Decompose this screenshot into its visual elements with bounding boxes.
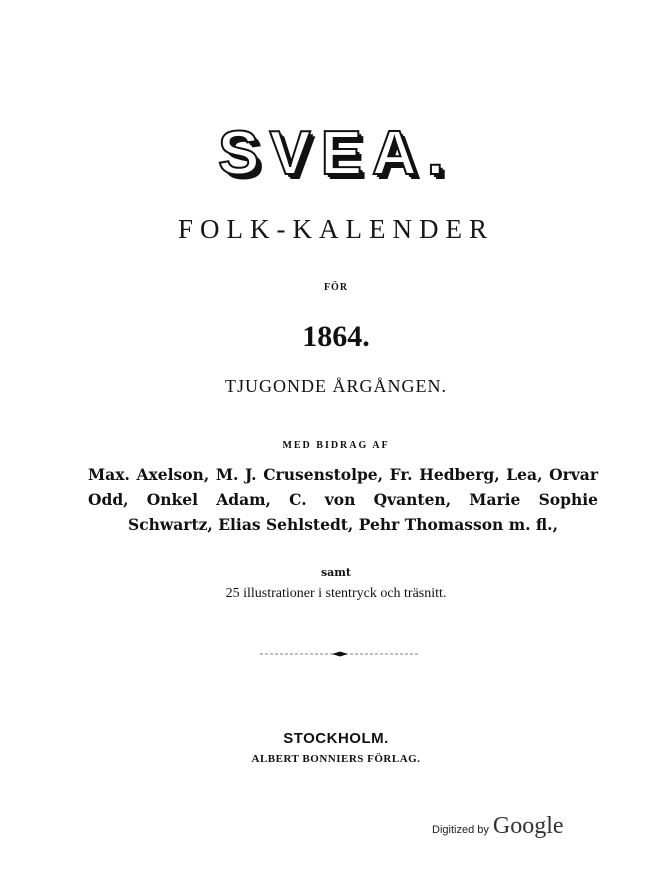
and-label: samt <box>320 566 352 579</box>
subtitle: FOLK-KALENDER <box>178 214 494 244</box>
digitized-watermark <box>432 813 564 840</box>
google-logo: Google <box>492 813 564 839</box>
digitized-prefix: Digitized by <box>432 824 489 836</box>
illustrations-note: 25 illustrationer i stentryck och träsnitt. <box>225 586 447 601</box>
publication-city: STOCKHOLM. <box>283 730 389 747</box>
ornamental-rule <box>260 651 420 657</box>
main-title: SVEA. <box>217 119 455 188</box>
publisher: ALBERT BONNIERS FÖRLAG. <box>251 753 421 765</box>
contributions-heading: MED BIDRAG AF <box>282 440 390 451</box>
year: 1864. <box>302 320 370 353</box>
contributors-list: Max. Axelson, M. J. Crusenstolpe, Fr. Hedberg, Lea, Orvar Odd, Onkel Adam, C. von Qvanten, Marie Sophie Schwartz, Elias Sehlstedt, Pehr Thomasson m. fl., <box>88 465 598 534</box>
edition: TJUGONDE ÅRGÅNGEN. <box>225 376 447 396</box>
for-label: FÖR <box>323 282 349 293</box>
